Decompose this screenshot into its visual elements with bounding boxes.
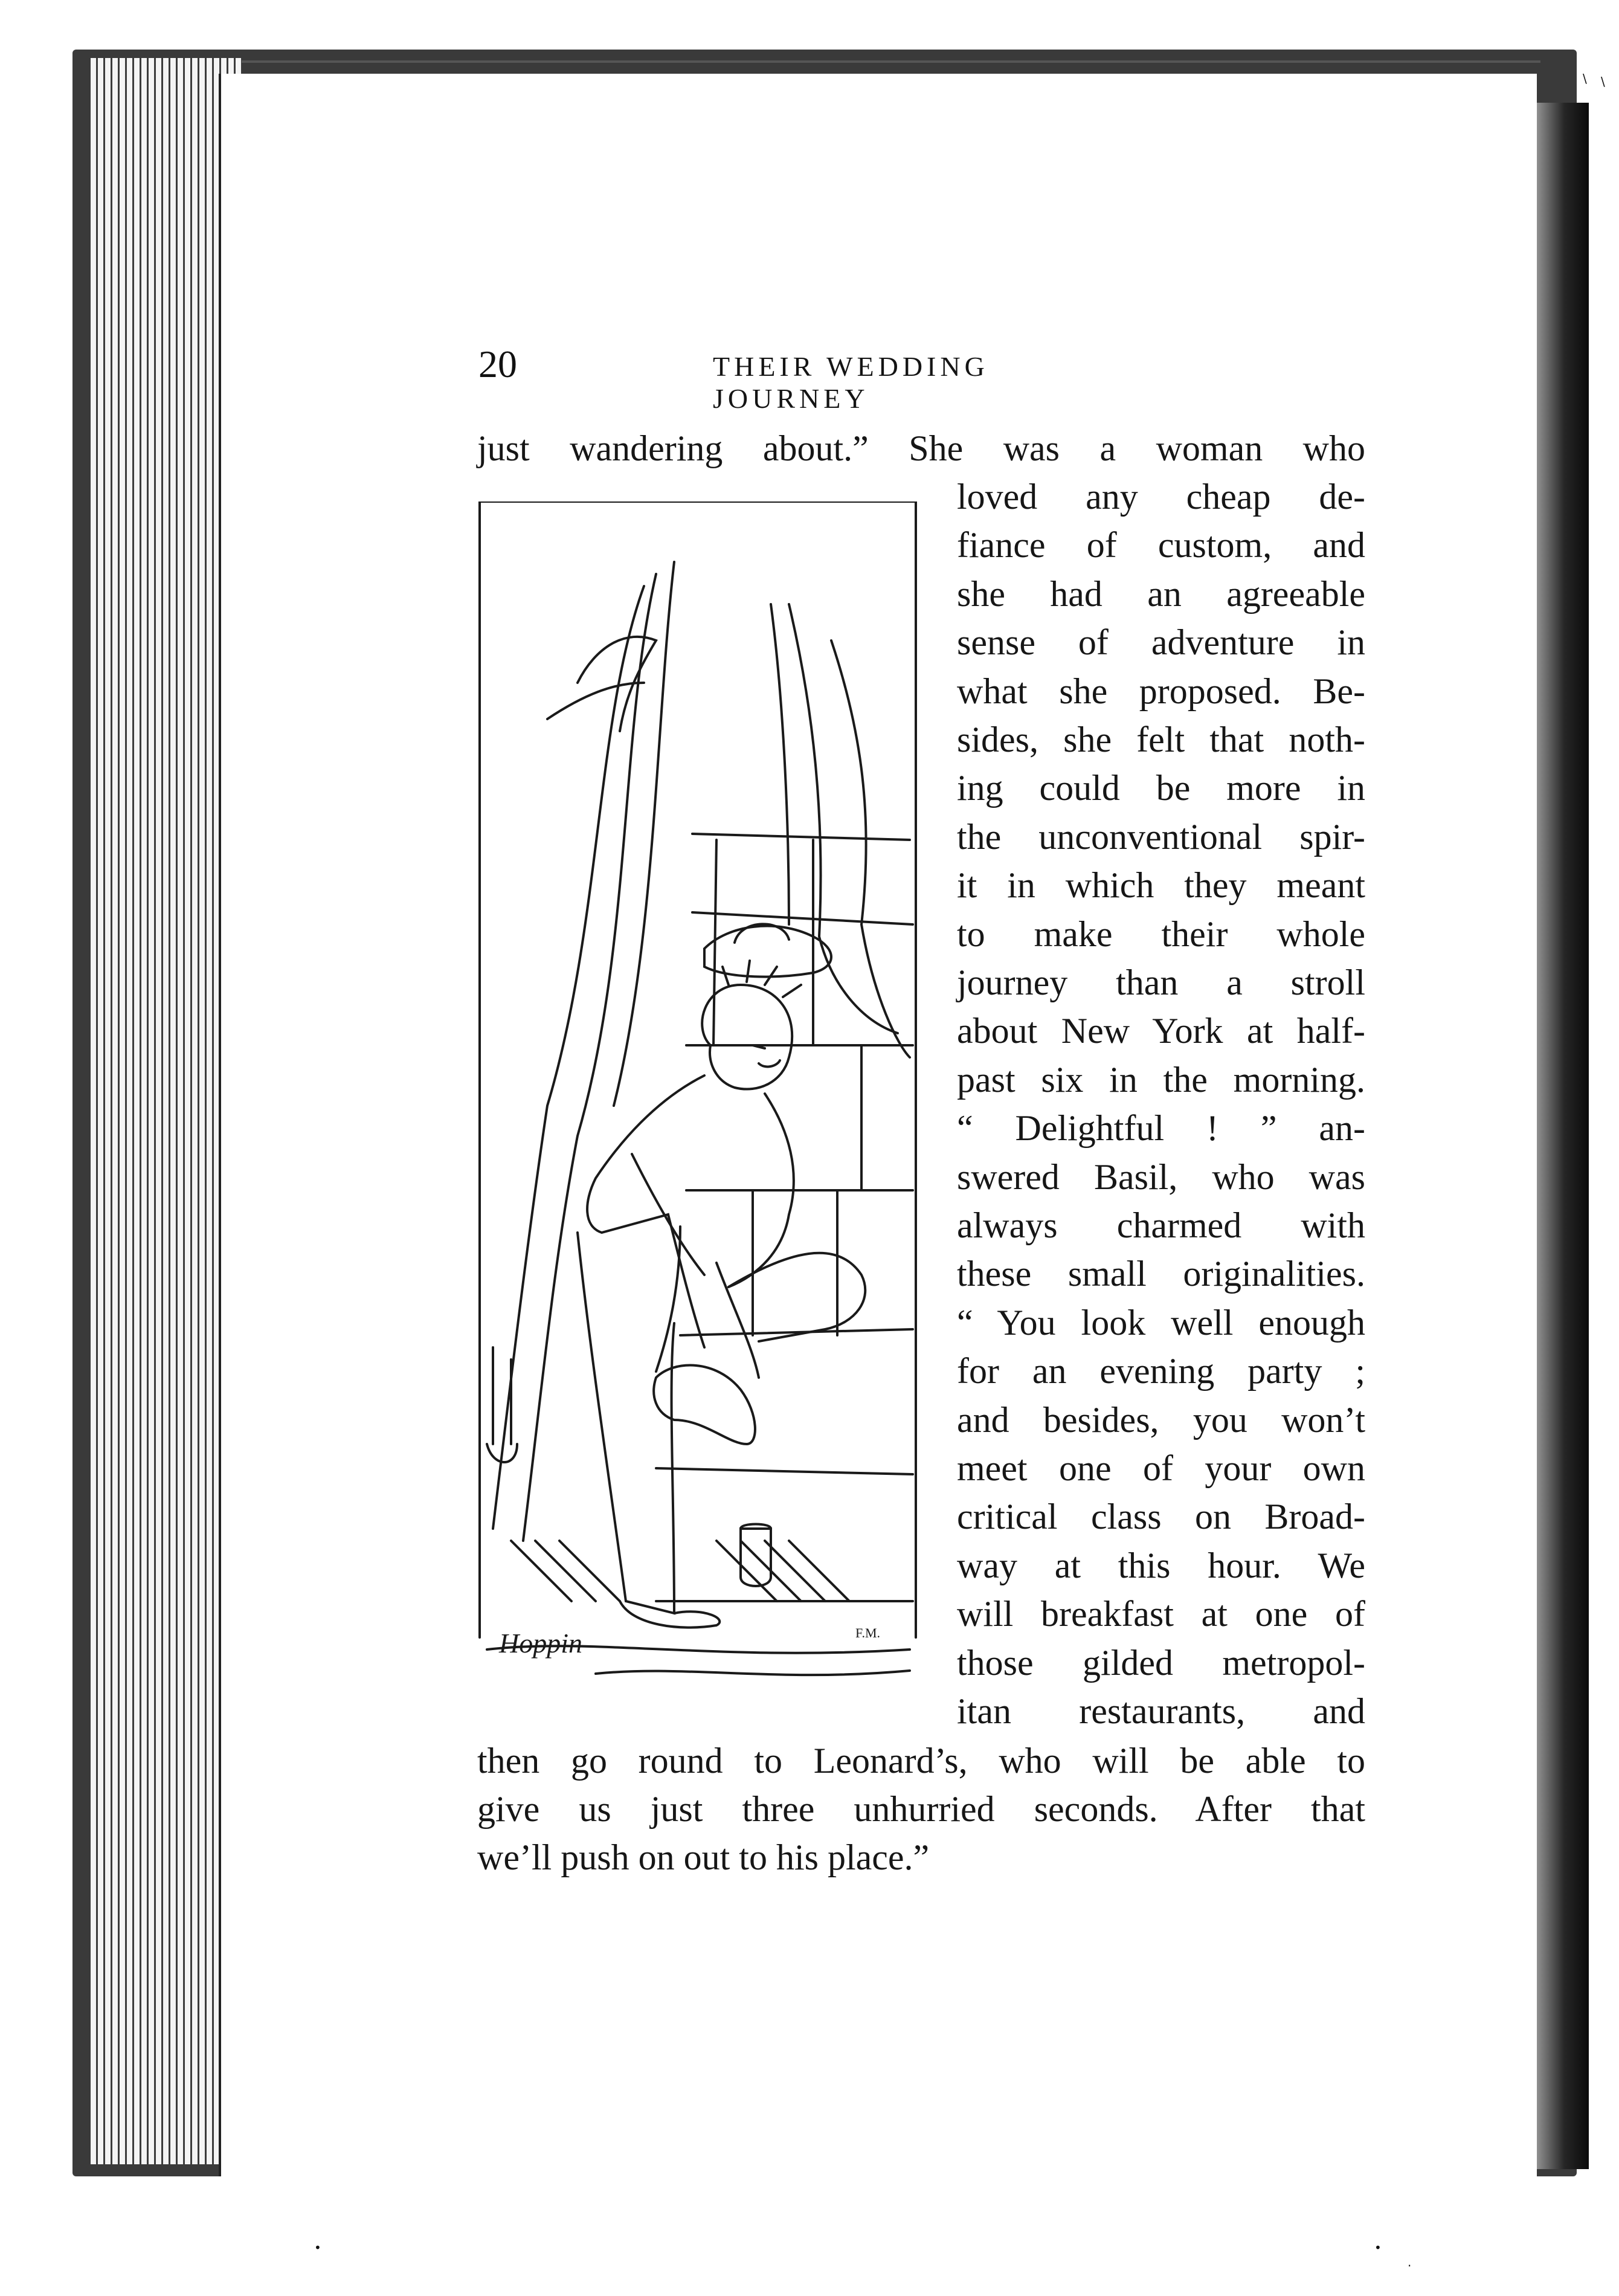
illustration-frame — [480, 501, 916, 1637]
page-number: 20 — [478, 343, 517, 385]
artist-signature: Hoppin — [499, 1628, 582, 1659]
text-line-first: just wandering about.” She was a woman who — [477, 428, 1365, 468]
scan-speck: · — [1408, 2259, 1412, 2273]
text-line: meet one of your own — [957, 1448, 1365, 1488]
text-line: will breakfast at one of — [957, 1594, 1365, 1634]
text-line: and besides, you won’t — [957, 1399, 1365, 1440]
text-line: loved any cheap de- — [957, 477, 1365, 517]
text-line: ing could be more in — [957, 768, 1365, 808]
gutter-shadow — [1534, 103, 1589, 2169]
text-line: always charmed with — [957, 1205, 1365, 1245]
text-line: those gilded metropol- — [957, 1642, 1365, 1683]
text-line: past six in the morning. — [957, 1059, 1365, 1100]
running-head-text: THEIR WEDDING JOURNEY — [713, 351, 989, 414]
text-line: these small originalities. — [957, 1254, 1365, 1294]
scan-speck: \ — [1601, 74, 1605, 89]
text-line: critical class on Broad- — [957, 1497, 1365, 1537]
engraver-mark: F.M. — [855, 1625, 881, 1640]
text-line: for an evening party ; — [957, 1351, 1365, 1391]
scan-speck: • — [1374, 2240, 1382, 2255]
text-line: journey than a stroll — [957, 963, 1365, 1002]
text-line: we’ll push on out to his place.” — [477, 1837, 930, 1877]
text-line: swered Basil, who was — [957, 1156, 1365, 1197]
text-line: to make their whole — [957, 914, 1365, 954]
man-tying-shoe-illustration-icon — [475, 501, 934, 1686]
illustration-man-tying-shoe — [475, 501, 934, 1686]
text-line: the unconventional spir- — [957, 816, 1365, 857]
scan-speck: • — [314, 2240, 321, 2255]
running-head-title — [713, 350, 1136, 414]
book-top-edge — [139, 60, 1540, 63]
text-line: then go round to Leonard’s, who will be able to — [477, 1741, 1365, 1781]
text-line: itan restaurants, and — [957, 1691, 1365, 1731]
text-line: give us just three unhurried seconds. After that — [477, 1789, 1365, 1829]
text-line: “ Delightful ! ” an- — [957, 1108, 1365, 1149]
text-line: it in which they meant — [957, 865, 1365, 906]
text-line: “ You look well enough — [957, 1302, 1365, 1343]
text-line: fiance of custom, and — [957, 525, 1365, 566]
scan-speck: \ — [1583, 71, 1587, 86]
text-line: sense of adventure in — [957, 622, 1365, 663]
text-line: way at this hour. We — [957, 1545, 1365, 1585]
text-line: what she proposed. Be- — [957, 671, 1365, 711]
text-line: about New York at half- — [957, 1011, 1365, 1051]
text-line: sides, she felt that noth- — [957, 720, 1365, 759]
text-line: she had an agreeable — [957, 573, 1365, 614]
